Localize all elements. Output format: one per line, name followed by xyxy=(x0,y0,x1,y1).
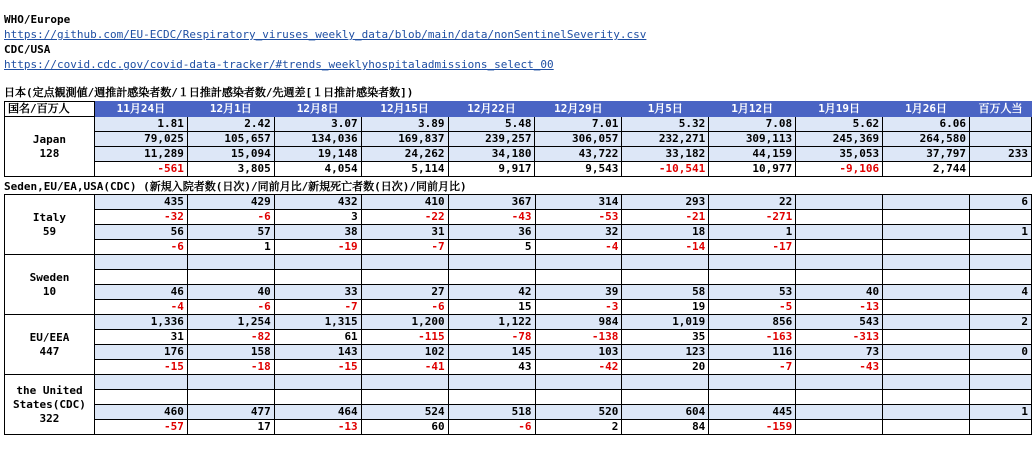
table-row xyxy=(5,330,1032,345)
value-cell: 435 xyxy=(94,195,187,210)
value-cell: 367 xyxy=(448,195,535,210)
value-cell: 32 xyxy=(535,225,622,240)
value-cell xyxy=(883,270,970,285)
value-cell: 15 xyxy=(448,300,535,315)
value-cell xyxy=(796,390,883,405)
value-cell: -6 xyxy=(361,300,448,315)
value-cell xyxy=(622,255,709,270)
per-million-cell xyxy=(969,240,1031,255)
value-cell: 524 xyxy=(361,405,448,420)
value-cell: -7 xyxy=(274,300,361,315)
value-cell xyxy=(274,270,361,285)
value-cell: 293 xyxy=(622,195,709,210)
value-cell xyxy=(883,345,970,360)
country-name-cell xyxy=(5,375,95,435)
value-cell: 35,053 xyxy=(796,147,883,162)
value-cell xyxy=(535,270,622,285)
per-million-cell: 233 xyxy=(969,147,1031,162)
value-cell xyxy=(883,300,970,315)
cdc-usa-label: CDC/USA xyxy=(4,43,51,56)
table-row xyxy=(5,315,1032,330)
value-cell: -21 xyxy=(622,210,709,225)
per-million-cell xyxy=(969,360,1031,375)
value-cell: 18 xyxy=(622,225,709,240)
value-cell xyxy=(448,390,535,405)
value-cell xyxy=(187,255,274,270)
value-cell: -159 xyxy=(709,420,796,435)
value-cell: -4 xyxy=(94,300,187,315)
country-name-cell xyxy=(5,195,95,255)
value-cell xyxy=(883,375,970,390)
value-cell: 445 xyxy=(709,405,796,420)
value-cell: 158 xyxy=(187,345,274,360)
who-europe-label: WHO/Europe xyxy=(4,13,71,26)
country-population: 59 xyxy=(42,224,57,238)
table-row xyxy=(5,117,1032,132)
value-cell: -10,541 xyxy=(622,162,709,177)
value-cell xyxy=(622,390,709,405)
value-cell xyxy=(883,210,970,225)
value-cell: -6 xyxy=(187,300,274,315)
per-million-cell: 0 xyxy=(969,345,1031,360)
value-cell: -22 xyxy=(361,210,448,225)
value-cell xyxy=(796,420,883,435)
value-cell: -138 xyxy=(535,330,622,345)
value-cell xyxy=(187,390,274,405)
value-cell: 245,369 xyxy=(796,132,883,147)
value-cell: 314 xyxy=(535,195,622,210)
per-million-cell xyxy=(969,132,1031,147)
value-cell: 40 xyxy=(187,285,274,300)
value-cell: 410 xyxy=(361,195,448,210)
value-cell: 56 xyxy=(94,225,187,240)
value-cell: 232,271 xyxy=(622,132,709,147)
table-row xyxy=(5,270,1032,285)
value-cell xyxy=(796,375,883,390)
value-cell: 143 xyxy=(274,345,361,360)
header-date: 1月26日 xyxy=(883,102,970,117)
value-cell xyxy=(361,390,448,405)
value-cell: -5 xyxy=(709,300,796,315)
value-cell xyxy=(883,420,970,435)
value-cell xyxy=(361,270,448,285)
value-cell: -163 xyxy=(709,330,796,345)
value-cell xyxy=(883,315,970,330)
value-cell: 3,805 xyxy=(187,162,274,177)
header-date: 12月22日 xyxy=(448,102,535,117)
value-cell: -57 xyxy=(94,420,187,435)
cdc-usa-link[interactable]: https://covid.cdc.gov/covid-data-tracker/#trends_weeklyhospitaladmissions_select_00 xyxy=(4,58,554,71)
country-name: Japan xyxy=(32,132,67,146)
table-row xyxy=(5,375,1032,390)
value-cell: 43 xyxy=(448,360,535,375)
value-cell: 34,180 xyxy=(448,147,535,162)
value-cell: -6 xyxy=(94,240,187,255)
table-row xyxy=(5,240,1032,255)
value-cell: 19 xyxy=(622,300,709,315)
per-million-cell xyxy=(969,330,1031,345)
country-name: EU/EEA xyxy=(29,330,70,344)
per-million-cell: 2 xyxy=(969,315,1031,330)
japan-section-title: 日本(定点観測値/週推計感染者数/１日推計感染者数/先週差[１日推計感染者数]) xyxy=(4,86,414,99)
value-cell xyxy=(883,360,970,375)
value-cell xyxy=(274,375,361,390)
value-cell: 35 xyxy=(622,330,709,345)
value-cell: 9,543 xyxy=(535,162,622,177)
value-cell: 105,657 xyxy=(187,132,274,147)
value-cell: 984 xyxy=(535,315,622,330)
per-million-cell xyxy=(969,270,1031,285)
value-cell: 1,254 xyxy=(187,315,274,330)
per-million-cell xyxy=(969,162,1031,177)
header-date: 1月19日 xyxy=(796,102,883,117)
per-million-cell xyxy=(969,300,1031,315)
table-row xyxy=(5,420,1032,435)
value-cell: -41 xyxy=(361,360,448,375)
value-cell: 1,336 xyxy=(94,315,187,330)
value-cell xyxy=(883,195,970,210)
value-cell: 22 xyxy=(709,195,796,210)
value-cell: 1 xyxy=(187,240,274,255)
value-cell: -43 xyxy=(796,360,883,375)
value-cell: 61 xyxy=(274,330,361,345)
country-population: 447 xyxy=(39,344,60,358)
table-row xyxy=(5,285,1032,300)
table-row xyxy=(5,300,1032,315)
table-row xyxy=(5,147,1032,162)
value-cell: 464 xyxy=(274,405,361,420)
value-cell: 1 xyxy=(709,225,796,240)
value-cell: 103 xyxy=(535,345,622,360)
header-date: 12月15日 xyxy=(361,102,448,117)
value-cell: 429 xyxy=(187,195,274,210)
value-cell: 604 xyxy=(622,405,709,420)
table-row xyxy=(5,162,1032,177)
value-cell xyxy=(187,375,274,390)
value-cell: 264,580 xyxy=(883,132,970,147)
country-name-cell xyxy=(5,117,95,177)
value-cell: 19,148 xyxy=(274,147,361,162)
per-million-cell xyxy=(969,255,1031,270)
value-cell: 520 xyxy=(535,405,622,420)
value-cell: 116 xyxy=(709,345,796,360)
value-cell: -78 xyxy=(448,330,535,345)
per-million-cell: 1 xyxy=(969,405,1031,420)
value-cell: 309,113 xyxy=(709,132,796,147)
country-population: 322 xyxy=(39,411,60,425)
value-cell: 5,114 xyxy=(361,162,448,177)
value-cell: 31 xyxy=(361,225,448,240)
value-cell: 2 xyxy=(535,420,622,435)
value-cell xyxy=(94,375,187,390)
value-cell xyxy=(535,375,622,390)
header-per-million: 百万人当 xyxy=(969,102,1031,117)
value-cell: -82 xyxy=(187,330,274,345)
value-cell: -271 xyxy=(709,210,796,225)
value-cell xyxy=(883,390,970,405)
value-cell xyxy=(94,390,187,405)
value-cell: 44,159 xyxy=(709,147,796,162)
value-cell: 37,797 xyxy=(883,147,970,162)
value-cell: 42 xyxy=(448,285,535,300)
value-cell: -14 xyxy=(622,240,709,255)
value-cell: 134,036 xyxy=(274,132,361,147)
table-row xyxy=(5,405,1032,420)
per-million-cell: 6 xyxy=(969,195,1031,210)
value-cell: 27 xyxy=(361,285,448,300)
header-date: 1月5日 xyxy=(622,102,709,117)
value-cell xyxy=(796,240,883,255)
value-cell xyxy=(535,255,622,270)
country-name-cell xyxy=(5,255,95,315)
country-population: 128 xyxy=(39,146,60,160)
per-million-cell xyxy=(969,375,1031,390)
value-cell xyxy=(709,255,796,270)
header-country-pop: 国名/百万人 xyxy=(5,102,95,117)
value-cell: 73 xyxy=(796,345,883,360)
table-header-row xyxy=(5,102,1032,117)
value-cell: 5.32 xyxy=(622,117,709,132)
header-date: 1月12日 xyxy=(709,102,796,117)
value-cell: 57 xyxy=(187,225,274,240)
value-cell xyxy=(535,390,622,405)
value-cell: 5.48 xyxy=(448,117,535,132)
value-cell: -18 xyxy=(187,360,274,375)
table-row xyxy=(5,390,1032,405)
section2-title: Seden,EU/EA,USA(CDC) (新規入院者数(日次)/同前月比/新規死亡者数(日次)/同前月比) xyxy=(4,180,467,193)
value-cell: -17 xyxy=(709,240,796,255)
value-cell: 79,025 xyxy=(94,132,187,147)
value-cell: -15 xyxy=(94,360,187,375)
value-cell: 856 xyxy=(709,315,796,330)
value-cell: -42 xyxy=(535,360,622,375)
value-cell xyxy=(796,195,883,210)
per-million-cell xyxy=(969,420,1031,435)
value-cell xyxy=(361,375,448,390)
header-date: 12月29日 xyxy=(535,102,622,117)
value-cell: 46 xyxy=(94,285,187,300)
value-cell: -561 xyxy=(94,162,187,177)
per-million-cell: 4 xyxy=(969,285,1031,300)
value-cell: 33,182 xyxy=(622,147,709,162)
value-cell: 3.07 xyxy=(274,117,361,132)
value-cell: -3 xyxy=(535,300,622,315)
value-cell: 31 xyxy=(94,330,187,345)
value-cell: 60 xyxy=(361,420,448,435)
value-cell: 518 xyxy=(448,405,535,420)
value-cell xyxy=(796,405,883,420)
value-cell: 33 xyxy=(274,285,361,300)
japan-table xyxy=(4,101,1032,177)
per-million-cell xyxy=(969,210,1031,225)
table-row xyxy=(5,195,1032,210)
value-cell: 239,257 xyxy=(448,132,535,147)
value-cell: 3 xyxy=(274,210,361,225)
value-cell xyxy=(274,390,361,405)
value-cell: 2,744 xyxy=(883,162,970,177)
value-cell: -115 xyxy=(361,330,448,345)
value-cell: -15 xyxy=(274,360,361,375)
country-table xyxy=(4,194,1032,435)
value-cell: -313 xyxy=(796,330,883,345)
table-row xyxy=(5,360,1032,375)
value-cell: 24,262 xyxy=(361,147,448,162)
header-date: 11月24日 xyxy=(94,102,187,117)
value-cell: 20 xyxy=(622,360,709,375)
value-cell xyxy=(883,405,970,420)
value-cell: -6 xyxy=(448,420,535,435)
value-cell: -7 xyxy=(709,360,796,375)
value-cell: -19 xyxy=(274,240,361,255)
value-cell: 123 xyxy=(622,345,709,360)
country-population: 10 xyxy=(42,284,57,298)
value-cell: 17 xyxy=(187,420,274,435)
value-cell xyxy=(796,255,883,270)
value-cell: -13 xyxy=(796,300,883,315)
value-cell: -9,106 xyxy=(796,162,883,177)
per-million-cell: 1 xyxy=(969,225,1031,240)
value-cell xyxy=(709,390,796,405)
value-cell: 306,057 xyxy=(535,132,622,147)
value-cell: 43,722 xyxy=(535,147,622,162)
table-row xyxy=(5,345,1032,360)
value-cell: 7.08 xyxy=(709,117,796,132)
value-cell xyxy=(94,255,187,270)
value-cell xyxy=(883,240,970,255)
value-cell xyxy=(448,255,535,270)
country-name-cell xyxy=(5,315,95,375)
value-cell: 58 xyxy=(622,285,709,300)
value-cell: -6 xyxy=(187,210,274,225)
value-cell: 5 xyxy=(448,240,535,255)
value-cell xyxy=(796,270,883,285)
value-cell: 40 xyxy=(796,285,883,300)
value-cell: 432 xyxy=(274,195,361,210)
value-cell: 1,315 xyxy=(274,315,361,330)
value-cell xyxy=(883,225,970,240)
value-cell: 10,977 xyxy=(709,162,796,177)
value-cell: -32 xyxy=(94,210,187,225)
value-cell xyxy=(622,270,709,285)
value-cell: -7 xyxy=(361,240,448,255)
value-cell xyxy=(883,330,970,345)
table-row xyxy=(5,255,1032,270)
country-name: the United States(CDC) xyxy=(13,383,86,411)
value-cell: -4 xyxy=(535,240,622,255)
value-cell: 6.06 xyxy=(883,117,970,132)
header-date: 12月1日 xyxy=(187,102,274,117)
value-cell: 53 xyxy=(709,285,796,300)
value-cell: 169,837 xyxy=(361,132,448,147)
country-name: Italy xyxy=(32,210,67,224)
value-cell xyxy=(883,255,970,270)
per-million-cell xyxy=(969,117,1031,132)
table-row xyxy=(5,210,1032,225)
value-cell: -53 xyxy=(535,210,622,225)
value-cell: 2.42 xyxy=(187,117,274,132)
value-cell: -13 xyxy=(274,420,361,435)
per-million-cell xyxy=(969,390,1031,405)
value-cell: 1,200 xyxy=(361,315,448,330)
value-cell: 176 xyxy=(94,345,187,360)
value-cell xyxy=(796,225,883,240)
value-cell: -43 xyxy=(448,210,535,225)
value-cell xyxy=(709,270,796,285)
value-cell xyxy=(448,375,535,390)
value-cell: 7.01 xyxy=(535,117,622,132)
value-cell xyxy=(361,255,448,270)
value-cell: 1,019 xyxy=(622,315,709,330)
country-name: Sweden xyxy=(29,270,70,284)
value-cell: 145 xyxy=(448,345,535,360)
value-cell: 36 xyxy=(448,225,535,240)
table-row xyxy=(5,225,1032,240)
value-cell: 38 xyxy=(274,225,361,240)
value-cell: 1.81 xyxy=(94,117,187,132)
value-cell: 39 xyxy=(535,285,622,300)
value-cell: 84 xyxy=(622,420,709,435)
value-cell: 460 xyxy=(94,405,187,420)
value-cell xyxy=(709,375,796,390)
value-cell: 102 xyxy=(361,345,448,360)
value-cell: 543 xyxy=(796,315,883,330)
value-cell: 9,917 xyxy=(448,162,535,177)
value-cell xyxy=(883,285,970,300)
value-cell: 4,054 xyxy=(274,162,361,177)
value-cell: 5.62 xyxy=(796,117,883,132)
value-cell: 1,122 xyxy=(448,315,535,330)
table-row xyxy=(5,132,1032,147)
value-cell xyxy=(448,270,535,285)
value-cell xyxy=(187,270,274,285)
value-cell: 3.89 xyxy=(361,117,448,132)
value-cell: 15,094 xyxy=(187,147,274,162)
value-cell xyxy=(274,255,361,270)
header-date: 12月8日 xyxy=(274,102,361,117)
value-cell xyxy=(796,210,883,225)
value-cell xyxy=(622,375,709,390)
who-europe-link[interactable]: https://github.com/EU-ECDC/Respiratory_viruses_weekly_data/blob/main/data/nonSentinelSeverity.csv xyxy=(4,28,647,41)
value-cell: 477 xyxy=(187,405,274,420)
value-cell: 11,289 xyxy=(94,147,187,162)
value-cell xyxy=(94,270,187,285)
